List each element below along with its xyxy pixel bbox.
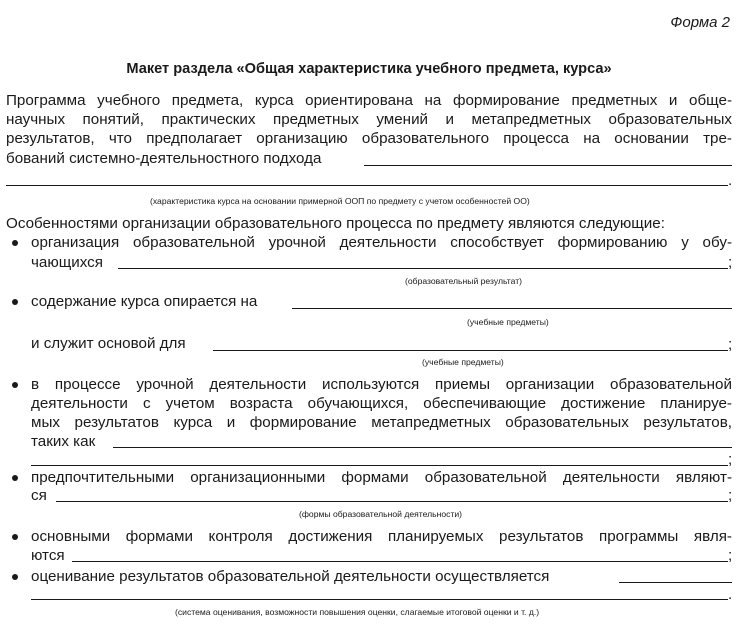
intro-fill-line-2[interactable] bbox=[6, 185, 728, 186]
item3-line-3: мых результатов курса и формирование метапредметных образовательных результатов, bbox=[31, 414, 732, 431]
item1-line-1: организация образовательной урочной деятельности способствует формированию у обу- bbox=[31, 234, 732, 251]
form-label: Форма 2 bbox=[670, 14, 730, 31]
item4-line-1: предпочтительными организационными формами образовательной деятельности являют- bbox=[31, 469, 732, 486]
item2-caption-1: (учебные предметы) bbox=[467, 317, 549, 327]
item5-line-1: основными формами контроля достижения планируемых результатов программы явля- bbox=[31, 528, 732, 545]
item6-caption: (система оценивания, возможности повышения оценки, слагаемые итоговой оценки и т. д.) bbox=[175, 607, 540, 617]
item4-line-2: ся bbox=[31, 487, 47, 504]
item5-line-2: ются bbox=[31, 547, 65, 564]
bullet-icon bbox=[12, 475, 18, 481]
intro-caption: (характеристика курса на основании примерной ООП по предмету с учетом особенностей ОО) bbox=[150, 196, 530, 206]
item6-line-1: оценивание результатов образовательной деятельности осуществляется bbox=[31, 568, 550, 585]
intro-line-4: бований системно-деятельностного подхода bbox=[6, 150, 322, 167]
item3-fill-line-2[interactable] bbox=[31, 465, 728, 466]
item2-fill-line-1[interactable] bbox=[292, 308, 732, 309]
item2-caption-2: (учебные предметы) bbox=[422, 357, 504, 367]
intro-line-2: научных понятий, практических предметных умений и метапредметных образовательных bbox=[6, 111, 732, 128]
item3-line-2: деятельности с учетом возраста обучающихся, обеспечивающие достижение планируе- bbox=[31, 395, 732, 412]
item3-line-1: в процессе урочной деятельности используются приемы организации образовательной bbox=[31, 376, 732, 393]
bullet-icon bbox=[12, 240, 18, 246]
intro-line-3: результатов, что предполагает организацию образовательного процесса на основании тре- bbox=[6, 130, 732, 147]
item1-line-2: чающихся bbox=[31, 254, 103, 271]
item2-line-2: и служит основой для bbox=[31, 335, 186, 352]
item1-end-punct: ; bbox=[728, 254, 733, 271]
item2-fill-line-2[interactable] bbox=[213, 350, 728, 351]
item5-end-punct: ; bbox=[728, 547, 733, 564]
item1-fill-line[interactable] bbox=[118, 268, 728, 269]
intro-fill-line-1[interactable] bbox=[364, 165, 732, 166]
features-heading: Особенностями организации образовательного процесса по предмету являются следующие: bbox=[6, 215, 665, 232]
item4-fill-line[interactable] bbox=[56, 501, 728, 502]
bullet-icon bbox=[12, 574, 18, 580]
item2-line-1: содержание курса опирается на bbox=[31, 293, 258, 310]
bullet-icon bbox=[12, 534, 18, 540]
page-title: Макет раздела «Общая характеристика учебного предмета, курса» bbox=[126, 61, 612, 77]
item1-caption: (образовательный результат) bbox=[405, 276, 523, 286]
intro-line-1: Программа учебного предмета, курса ориентирована на формирование предметных и обще- bbox=[6, 92, 732, 109]
intro-end-punct: . bbox=[728, 172, 733, 189]
item2-end-punct: ; bbox=[728, 336, 733, 353]
bullet-icon bbox=[12, 299, 18, 305]
item6-end-punct: . bbox=[728, 586, 733, 603]
bullet-icon bbox=[12, 382, 18, 388]
item6-fill-line-2[interactable] bbox=[31, 599, 728, 600]
item6-fill-line-1[interactable] bbox=[619, 582, 732, 583]
item4-end-punct: ; bbox=[728, 487, 733, 504]
item3-fill-line-1[interactable] bbox=[113, 447, 732, 448]
item3-line-4: таких как bbox=[31, 433, 96, 450]
item4-caption: (формы образовательной деятельности) bbox=[299, 509, 463, 519]
item5-fill-line[interactable] bbox=[72, 561, 728, 562]
item3-end-punct: ; bbox=[728, 451, 733, 468]
